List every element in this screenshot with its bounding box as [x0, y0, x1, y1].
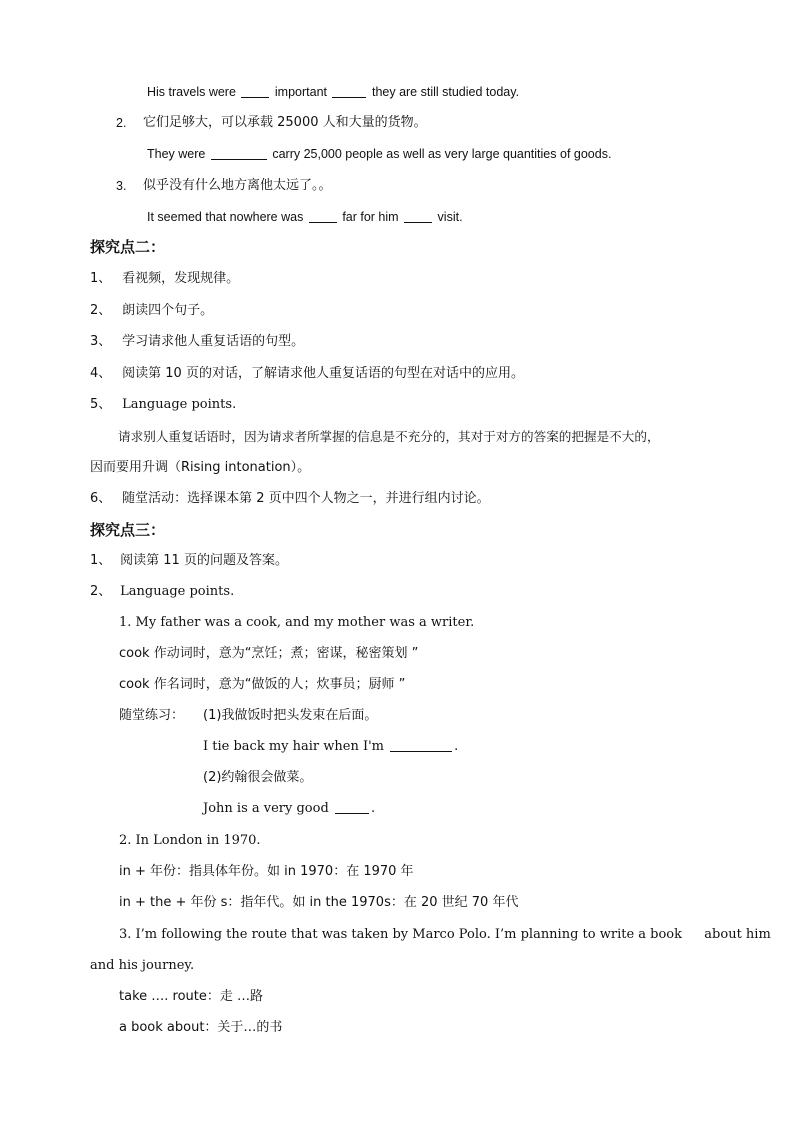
text-segment: important	[274, 85, 327, 99]
item-number: 1、	[90, 553, 112, 568]
text-segment: His travels were	[147, 85, 236, 99]
exercise-1-english: I tie back my hair when I'm .	[203, 739, 459, 754]
item-text: 阅读第 11 页的问题及答案。	[120, 553, 288, 568]
point-2-sentence: 2. In London in 1970.	[119, 833, 261, 848]
point-1-verb-note: cook 作动词时，意为“烹饪；煮；密谋，秘密策划 ”	[119, 646, 419, 661]
point-1-sentence: 1. My father was a cook, and my mother was a writer.	[119, 615, 475, 630]
point-1-noun-note: cook 作名词时，意为“做饭的人；炊事员；厨师 ”	[119, 677, 406, 692]
point-3-note-a: take …. route：走 …路	[119, 989, 264, 1004]
sentence-nowhere	[147, 208, 463, 226]
section-3-item-1	[90, 552, 288, 570]
item-2-number: 2.	[116, 116, 127, 130]
section-2-item-1	[90, 270, 239, 288]
point-2-note-b: in + the + 年份 s：指年代。如 in the 1970s：在 20 世纪 70 年代	[119, 895, 519, 910]
point-3-sentence-line-1	[119, 926, 771, 944]
item-number: 6、	[90, 491, 112, 506]
section-2-item-3	[90, 333, 304, 351]
item-text: Language points.	[122, 397, 237, 412]
exercise-2-english: John is a very good .	[203, 801, 376, 816]
text-segment: John is a very good	[203, 801, 329, 816]
section-2-item-4	[90, 365, 524, 383]
fill-blank	[241, 85, 269, 98]
section-2-paragraph-line-2: 因而要用升调（Rising intonation）。	[90, 460, 311, 475]
item-3-number: 3.	[116, 179, 127, 193]
fill-blank	[211, 147, 267, 160]
item-2-chinese: 它们足够大，可以承载 25000 人和大量的货物。	[143, 115, 427, 130]
point-2-note-a: in + 年份：指具体年份。如 in 1970：在 1970 年	[119, 864, 414, 879]
text-segment: about him	[704, 927, 771, 942]
item-text: 看视频，发现规律。	[122, 271, 240, 286]
fill-blank	[332, 85, 366, 98]
sentence-travels	[147, 83, 519, 101]
exercise-1-chinese: (1)我做饭时把头发束在后面。	[203, 708, 378, 723]
item-text: 朗读四个句子。	[122, 303, 214, 318]
fill-blank	[309, 210, 337, 223]
text-segment: visit.	[437, 210, 463, 224]
section-2-item-5	[90, 396, 236, 414]
item-number: 2、	[90, 303, 112, 318]
fill-blank	[390, 739, 452, 752]
text-segment: far for him	[342, 210, 399, 224]
fill-blank	[335, 801, 369, 814]
section-2-item-2	[90, 302, 213, 320]
point-3-sentence-line-2: and his journey.	[90, 958, 195, 973]
item-text: 随堂活动：选择课本第 2 页中四个人物之一，并进行组内讨论。	[122, 491, 490, 506]
item-text: 阅读第 10 页的对话，了解请求他人重复话语的句型在对话中的应用。	[122, 366, 524, 381]
item-number: 1、	[90, 271, 112, 286]
item-number: 4、	[90, 366, 112, 381]
fill-blank	[404, 210, 432, 223]
point-3-note-b: a book about：关于…的书	[119, 1020, 283, 1035]
item-number: 2、	[90, 584, 112, 599]
text-segment: they are still studied today.	[371, 85, 520, 99]
text-segment: They were	[147, 147, 206, 161]
item-text: Language points.	[120, 584, 235, 599]
practice-label: 随堂练习：	[119, 708, 185, 723]
item-text: 学习请求他人重复话语的句型。	[122, 334, 305, 349]
item-3-chinese: 似乎没有什么地方离他太远了。。	[143, 178, 332, 193]
sentence-they-were	[147, 145, 611, 163]
text-segment: 3. I’m following the route that was taken by Marco Polo. I’m planning to write a book	[119, 927, 683, 942]
item-number: 5、	[90, 397, 112, 412]
section-2-title: 探究点二：	[90, 238, 166, 256]
text-segment: It seemed that nowhere was	[147, 210, 304, 224]
text-segment: carry 25,000 people as well as very large quantities of goods.	[272, 147, 612, 161]
exercise-2-chinese: (2)约翰很会做菜。	[203, 770, 313, 785]
section-2-paragraph-line-1: 请求别人重复话语时，因为请求者所掌握的信息是不充分的，其对于对方的答案的把握是不大的，	[118, 429, 660, 444]
section-3-title: 探究点三：	[90, 521, 166, 539]
section-3-item-2	[90, 583, 234, 601]
item-number: 3、	[90, 334, 112, 349]
section-2-item-6	[90, 490, 490, 508]
text-segment: I tie back my hair when I'm	[203, 739, 385, 754]
